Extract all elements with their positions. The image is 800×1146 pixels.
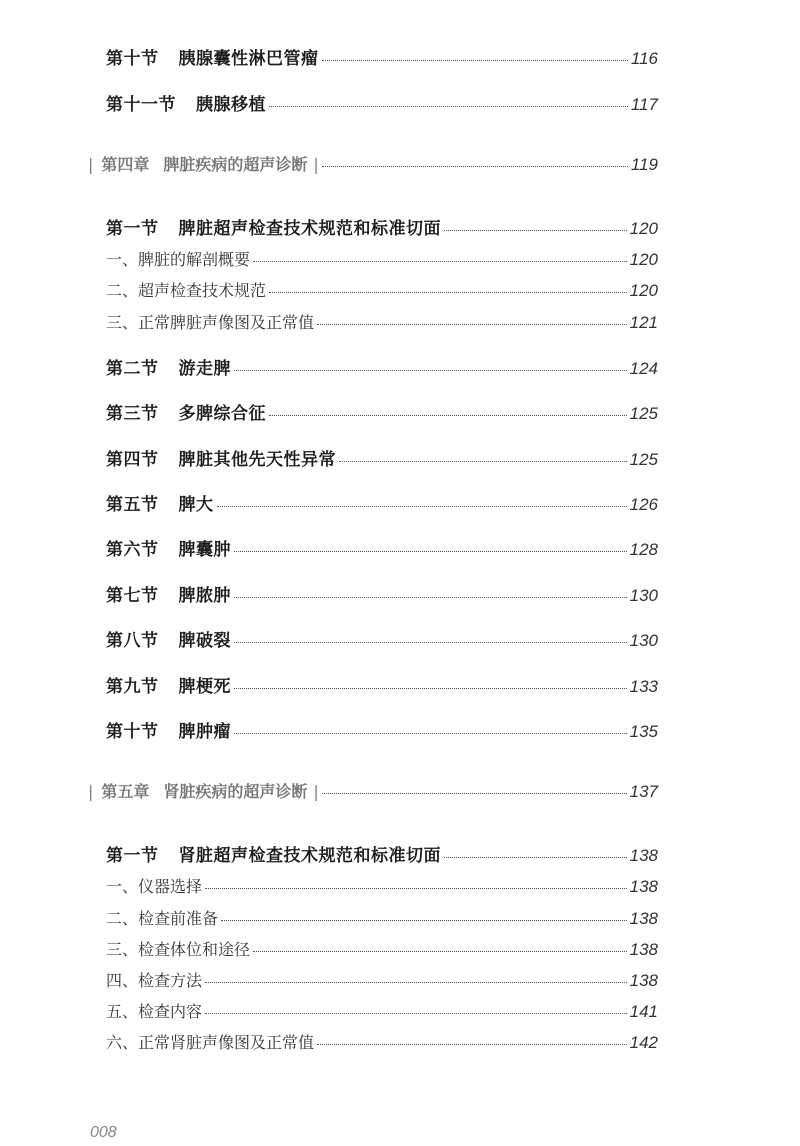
dot-leader (339, 461, 627, 462)
dot-leader (217, 506, 627, 507)
section-title: 胰腺移植 (196, 95, 266, 115)
subsection-title: 一、脾脏的解剖概要 (106, 250, 251, 269)
subsection-title: 三、正常脾脏声像图及正常值 (106, 313, 315, 332)
chapter-bar-left: | (88, 782, 94, 801)
toc-page-number: 138 (629, 909, 658, 928)
subsection-title: 二、检查前准备 (106, 909, 219, 928)
page-number: 008 (90, 1124, 117, 1141)
dot-leader (234, 551, 627, 552)
chapter-bar-right: | (313, 782, 319, 801)
chapter-number: 第五章 (101, 782, 150, 801)
dot-leader (269, 415, 627, 416)
subsection-title: 一、仪器选择 (106, 877, 203, 896)
toc-page-number: 142 (629, 1033, 658, 1052)
toc-section-entry[interactable] (106, 847, 658, 865)
subsection-title: 四、检查方法 (106, 971, 203, 990)
section-number: 第十节 (106, 49, 159, 69)
chapter-number: 第四章 (101, 155, 150, 174)
section-title: 胰腺囊性淋巴管瘤 (178, 49, 319, 69)
subsection-title: 二、超声检查技术规范 (106, 281, 267, 300)
toc-entry-label (106, 315, 314, 331)
toc-section-entry[interactable] (106, 541, 658, 559)
dot-leader (205, 888, 627, 889)
dot-leader (221, 920, 627, 921)
toc-page-number: 138 (629, 940, 658, 959)
section-title: 脾脏超声检查技术规范和标准切面 (178, 219, 441, 239)
toc-page-number: 130 (629, 586, 658, 605)
toc-chapter-entry[interactable] (88, 156, 658, 173)
dot-leader (444, 857, 627, 858)
toc-section-entry[interactable] (106, 96, 658, 114)
toc-page-number: 130 (629, 631, 658, 650)
toc-entry-label (106, 497, 214, 514)
dot-leader (205, 982, 627, 983)
toc-page-number: 120 (629, 219, 658, 238)
toc-subsection-entry[interactable] (106, 251, 658, 268)
toc-entry-label (106, 588, 231, 605)
toc-page-number: 125 (629, 404, 658, 423)
toc-entry-label (106, 848, 441, 865)
section-title: 脾大 (178, 495, 214, 515)
toc-entry-label (88, 157, 319, 173)
toc-subsection-entry[interactable] (106, 941, 658, 958)
toc-entry-label (88, 784, 319, 800)
toc-entry-label (106, 879, 202, 895)
toc-subsection-entry[interactable] (106, 1003, 658, 1020)
dot-leader (269, 292, 627, 293)
dot-leader (322, 793, 627, 794)
dot-leader (269, 106, 628, 107)
toc-page-number: 141 (629, 1002, 658, 1021)
toc-subsection-entry[interactable] (106, 314, 658, 331)
toc-entry-label (106, 542, 231, 559)
toc-entry-label (106, 724, 231, 741)
section-title: 脾破裂 (178, 631, 231, 651)
dot-leader (444, 230, 627, 231)
toc-page-number: 124 (629, 359, 658, 378)
section-number: 第一节 (106, 219, 159, 239)
chapter-title: 脾脏疾病的超声诊断 (163, 155, 308, 174)
toc-page-number: 121 (629, 313, 658, 332)
dot-leader (317, 1044, 627, 1045)
toc-entry-label (106, 679, 231, 696)
toc-page-number: 133 (629, 677, 658, 696)
section-title: 脾肿瘤 (178, 722, 231, 742)
subsection-title: 五、检查内容 (106, 1002, 203, 1021)
toc-subsection-entry[interactable] (106, 910, 658, 927)
toc-page-number: 120 (629, 281, 658, 300)
section-title: 多脾综合征 (178, 404, 266, 424)
subsection-title: 六、正常肾脏声像图及正常值 (106, 1033, 315, 1052)
dot-leader (234, 688, 627, 689)
section-number: 第六节 (106, 540, 159, 560)
toc-entry-label (106, 252, 250, 268)
toc-subsection-entry[interactable] (106, 282, 658, 299)
toc-entry-label (106, 452, 336, 469)
section-title: 脾梗死 (178, 677, 231, 697)
section-number: 第三节 (106, 404, 159, 424)
toc-page-number: 138 (629, 971, 658, 990)
section-title: 肾脏超声检查技术规范和标准切面 (178, 846, 441, 866)
dot-leader (322, 60, 628, 61)
toc-page-number: 138 (629, 877, 658, 896)
section-title: 游走脾 (178, 359, 231, 379)
toc-entry-label (106, 283, 266, 299)
chapter-bar-right: | (313, 155, 319, 174)
section-number: 第二节 (106, 359, 159, 379)
toc-section-entry[interactable] (106, 587, 658, 605)
dot-leader (234, 370, 627, 371)
toc-entry-label (106, 1004, 202, 1020)
toc-page-number: 138 (629, 846, 658, 865)
section-number: 第八节 (106, 631, 159, 651)
toc-entry-label (106, 51, 319, 68)
toc-entry-label (106, 221, 441, 238)
toc-chapter-entry[interactable] (88, 783, 658, 800)
toc-entry-label (106, 361, 231, 378)
dot-leader (322, 166, 628, 167)
toc-section-entry[interactable] (106, 723, 658, 741)
toc-section-entry[interactable] (106, 360, 658, 378)
section-number: 第五节 (106, 495, 159, 515)
dot-leader (205, 1013, 627, 1014)
dot-leader (253, 261, 627, 262)
dot-leader (234, 733, 627, 734)
toc-section-entry[interactable] (106, 50, 658, 68)
dot-leader (317, 324, 627, 325)
section-number: 第十一节 (106, 95, 176, 115)
toc-page-number: 137 (629, 782, 658, 801)
toc-entry-label (106, 911, 218, 927)
chapter-title: 肾脏疾病的超声诊断 (163, 782, 308, 801)
toc-entry-label (106, 1035, 314, 1051)
toc-entry-label (106, 97, 266, 114)
toc-page-number: 126 (629, 495, 658, 514)
toc-page-number: 116 (630, 49, 658, 68)
section-number: 第七节 (106, 586, 159, 606)
toc-subsection-entry[interactable] (106, 1034, 658, 1051)
section-number: 第十节 (106, 722, 159, 742)
toc-section-entry[interactable] (106, 496, 658, 514)
dot-leader (234, 642, 627, 643)
toc-page-number: 125 (629, 450, 658, 469)
dot-leader (253, 951, 627, 952)
toc-section-entry[interactable] (106, 405, 658, 423)
section-number: 第九节 (106, 677, 159, 697)
section-title: 脾囊肿 (178, 540, 231, 560)
toc-subsection-entry[interactable] (106, 878, 658, 895)
section-number: 第一节 (106, 846, 159, 866)
toc-section-entry[interactable] (106, 220, 658, 238)
toc-entry-label (106, 406, 266, 423)
section-title: 脾脏其他先天性异常 (178, 450, 336, 470)
toc-section-entry[interactable] (106, 451, 658, 469)
toc-page-number: 117 (630, 95, 658, 114)
section-title: 脾脓肿 (178, 586, 231, 606)
chapter-bar-left: | (88, 155, 94, 174)
toc-page-number: 128 (629, 540, 658, 559)
section-number: 第四节 (106, 450, 159, 470)
dot-leader (234, 597, 627, 598)
toc-subsection-entry[interactable] (106, 972, 658, 989)
toc-section-entry[interactable] (106, 632, 658, 650)
toc-section-entry[interactable] (106, 678, 658, 696)
toc-page-number: 119 (630, 155, 658, 174)
toc-entry-label (106, 942, 250, 958)
toc-entry-label (106, 633, 231, 650)
toc-page-number: 120 (629, 250, 658, 269)
subsection-title: 三、检查体位和途径 (106, 940, 251, 959)
toc-page-number: 135 (629, 722, 658, 741)
toc-entry-label (106, 973, 202, 989)
